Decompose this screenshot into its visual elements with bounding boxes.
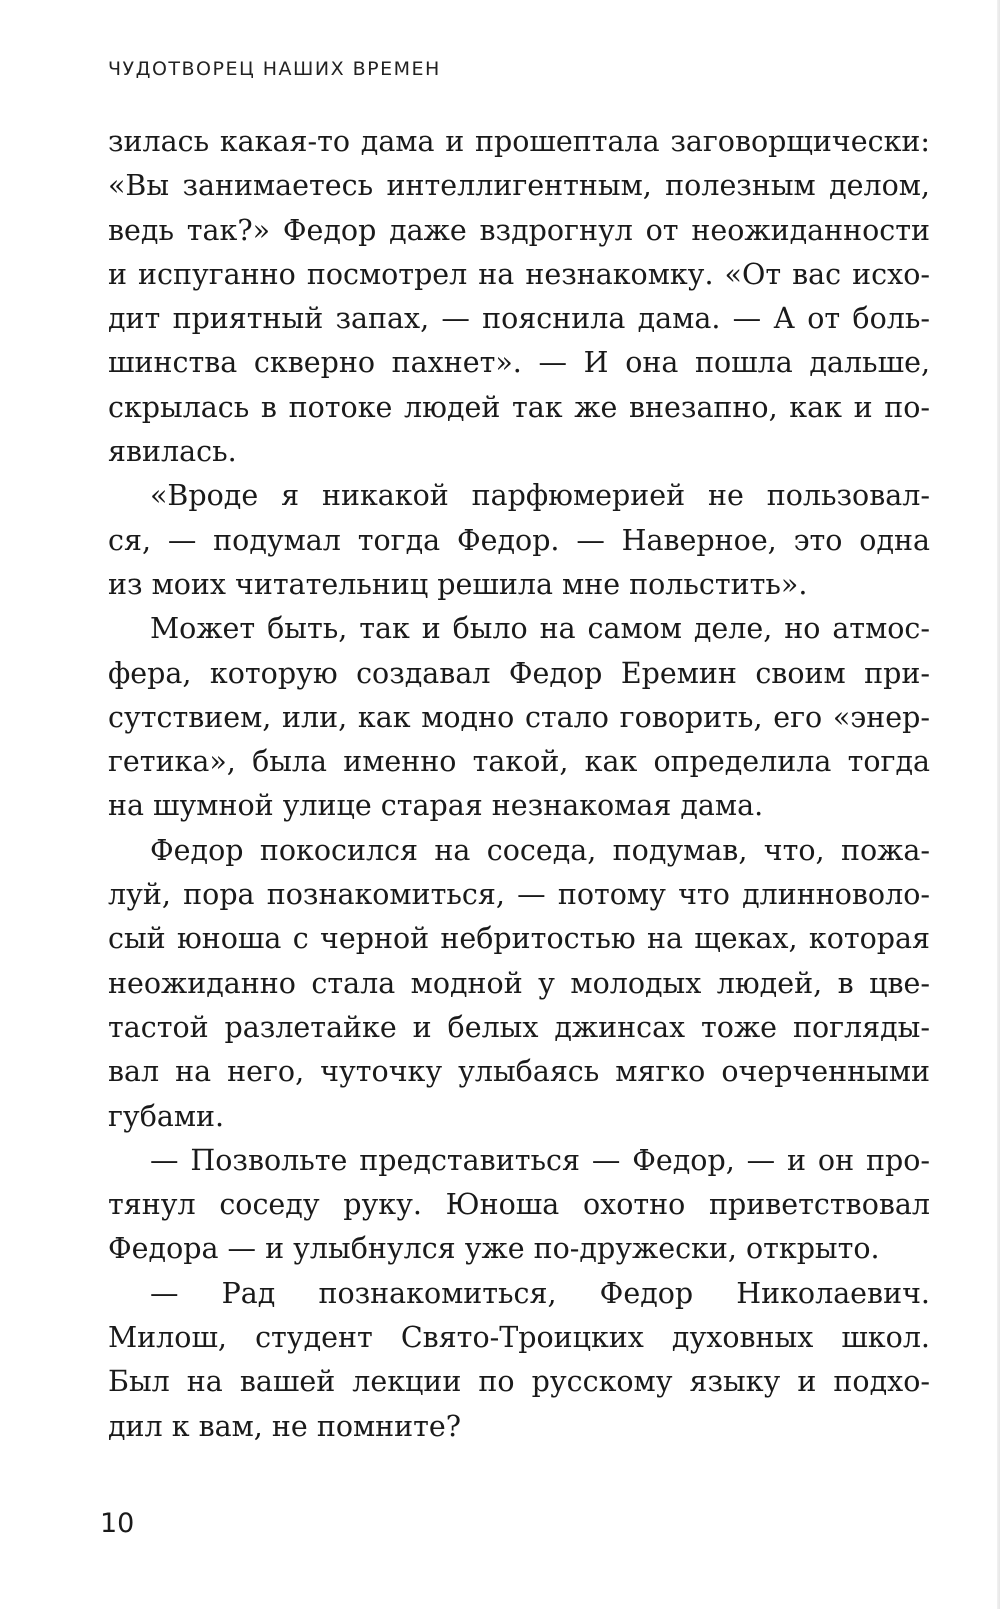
- text-line: и испуганно посмотрел на незнакомку. «От вас исхо-: [108, 257, 930, 291]
- text-line: фера, которую создавал Федор Еремин своим при-: [108, 656, 930, 690]
- text-line: из моих читательниц решила мне польстить».: [108, 567, 808, 601]
- text-line: вал на него, чуточку улыбаясь мягко очерченными: [108, 1055, 930, 1089]
- text-line: ся, — подумал тогда Федор. — Наверное, это одна: [108, 523, 930, 557]
- text-line: губами.: [108, 1099, 225, 1133]
- paragraph: [108, 1272, 930, 1449]
- text-line: Федора — и улыбнулся уже по-дружески, открыто.: [108, 1232, 880, 1266]
- paragraph: [108, 474, 930, 607]
- text-line: тастой разлетайке и белых джинсах тоже погляды-: [108, 1010, 930, 1044]
- paragraph: [108, 120, 930, 474]
- text-line: Федор покосился на соседа, подумав, что, пожа-: [150, 833, 930, 867]
- page-number: 10: [100, 1508, 135, 1539]
- text-line: Милош, студент Свято-Троицких духовных школ.: [108, 1321, 930, 1355]
- text-line: гетика», была именно такой, как определила тогда: [108, 745, 930, 779]
- text-line: — Рад познакомиться, Федор Николаевич.: [150, 1276, 930, 1310]
- text-line: дит приятный запах, — пояснила дама. — А от боль-: [108, 302, 930, 336]
- text-line: дил к вам, не помните?: [108, 1409, 462, 1443]
- paragraph: [108, 607, 930, 828]
- text-line: «Вроде я никакой парфюмерией не пользовал-: [150, 479, 930, 513]
- text-line: зилась какая-то дама и прошептала заговорщически:: [108, 125, 930, 158]
- paragraph: [108, 1139, 930, 1272]
- text-line: тянул соседу руку. Юноша охотно приветствовал: [108, 1188, 930, 1222]
- text-line: явилась.: [108, 435, 237, 469]
- text-line: на шумной улице старая незнакомая дама.: [108, 789, 764, 823]
- text-line: шинства скверно пахнет». — И она пошла дальше,: [108, 346, 930, 380]
- text-line: сутствием, или, как модно стало говорить, его «энер-: [108, 700, 930, 734]
- text-line: Может быть, так и было на самом деле, но атмос-: [150, 612, 930, 646]
- text-line: луй, пора познакомиться, — потому что длинноволо-: [108, 878, 930, 912]
- text-line: скрылась в потоке людей так же внезапно, как и по-: [108, 390, 930, 424]
- text-line: ведь так?» Федор даже вздрогнул от неожиданности: [108, 213, 930, 247]
- text-line: неожиданно стала модной у молодых людей, в цве-: [108, 966, 930, 1000]
- text-line: Был на вашей лекции по русскому языку и подхо-: [108, 1365, 930, 1399]
- text-line: — Позвольте представиться — Федор, — и он про-: [150, 1143, 930, 1177]
- text-line: «Вы занимаетесь интеллигентным, полезным делом,: [108, 169, 930, 203]
- running-head: ЧУДОТВОРЕЦ НАШИХ ВРЕМЕН: [108, 58, 441, 80]
- text-line: сый юноша с черной небритостью на щеках, которая: [108, 922, 930, 956]
- body-text: [108, 120, 930, 1449]
- paragraph: [108, 829, 930, 1139]
